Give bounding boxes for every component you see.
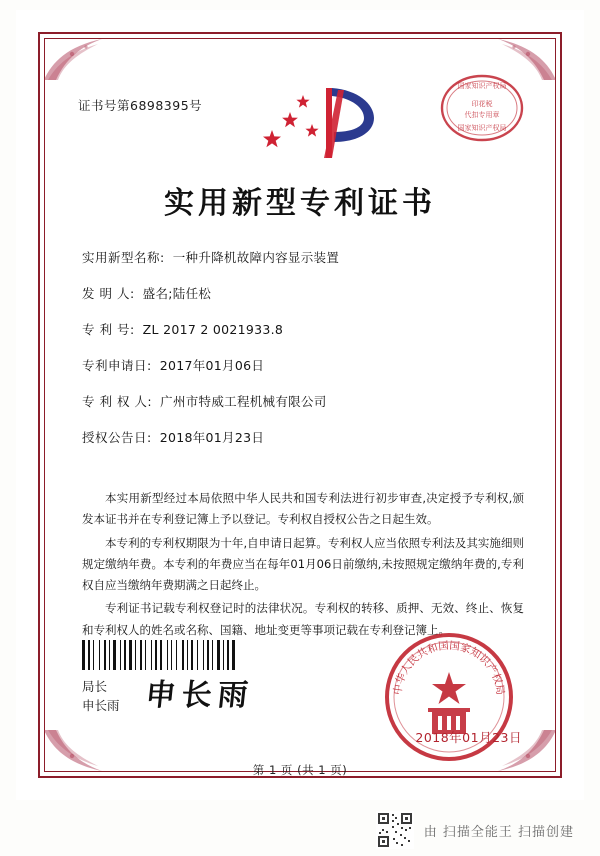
- field-value: 一种升降机故障内容显示装置: [172, 250, 340, 265]
- stamp-duty-seal-icon: [436, 62, 528, 154]
- field-row: [82, 356, 522, 374]
- signature-name: 申长雨: [82, 697, 120, 713]
- page-title: 实用新型专利证书: [164, 186, 436, 221]
- svg-text:代扣专用章: 代扣专用章: [464, 111, 500, 119]
- svg-text:国家知识产权局: 国家知识产权局: [457, 82, 507, 90]
- legal-paragraph: 本专利的专利权期限为十年,自申请日起算。专利权人应当依照专利法及其实施细则规定缴纳年费。本专利的年费应当在每年01月06日前缴纳,未按照规定缴纳年费的,专利权自应当缴纳年费期满之日起终止。: [82, 535, 524, 593]
- field-list: [82, 248, 522, 464]
- barcode: [82, 640, 280, 670]
- field-value: ZL 2017 2 0021933.8: [142, 322, 284, 337]
- field-value: 广州市特威工程机械有限公司: [160, 394, 327, 409]
- corner-ornament-icon: [42, 36, 104, 82]
- footer-watermark-text: 由 扫描全能王 扫描创建: [423, 824, 574, 840]
- field-label: 发 明 人:: [82, 286, 135, 301]
- field-label: 专 利 权 人:: [82, 394, 153, 409]
- field-value: 2017年01月06日: [159, 358, 265, 373]
- handwritten-signature: 申长雨: [143, 678, 256, 713]
- qr-code-icon: [376, 811, 414, 849]
- legal-text-block: [82, 488, 524, 643]
- certificate-sheet: [16, 10, 584, 800]
- field-label: 授权公告日:: [82, 430, 152, 445]
- field-label: 专利申请日:: [82, 358, 152, 373]
- svg-text:国家知识产权局: 国家知识产权局: [457, 124, 507, 132]
- svg-text:中华人民共和国国家知识产权局: 中华人民共和国国家知识产权局: [391, 639, 507, 696]
- seal-date: 2018年01月23日: [415, 730, 522, 745]
- legal-paragraph: 专利证书记载专利权登记时的法律状况。专利权的转移、质押、无效、终止、恢复和专利权人的姓名或名称、国籍、地址变更等事项记载在专利登记簿上。: [82, 601, 524, 637]
- patent-office-emblem-icon: [262, 78, 382, 164]
- field-label: 专 利 号:: [82, 322, 135, 337]
- certificate-number: 证书号第6898395号: [78, 98, 203, 113]
- field-row: [82, 284, 522, 302]
- field-row: [82, 428, 522, 446]
- legal-paragraph: 本实用新型经过本局依照中华人民共和国专利法进行初步审查,决定授予专利权,颁发本证书并在专利登记簿上予以登记。专利权自授权公告之日起生效。: [82, 491, 524, 527]
- field-row: [82, 392, 522, 410]
- svg-text:印花税: 印花税: [471, 100, 493, 108]
- field-row: [82, 248, 522, 266]
- field-row: [82, 320, 522, 338]
- field-label: 实用新型名称:: [82, 250, 165, 265]
- signature-title: 局长: [82, 679, 108, 694]
- scanner-watermark-footer: [0, 804, 600, 856]
- field-value: 盛名;陆任松: [142, 286, 212, 301]
- page-indicator: 第 1 页 (共 1 页): [252, 763, 348, 777]
- signature-block: [82, 678, 120, 716]
- field-value: 2018年01月23日: [159, 430, 265, 445]
